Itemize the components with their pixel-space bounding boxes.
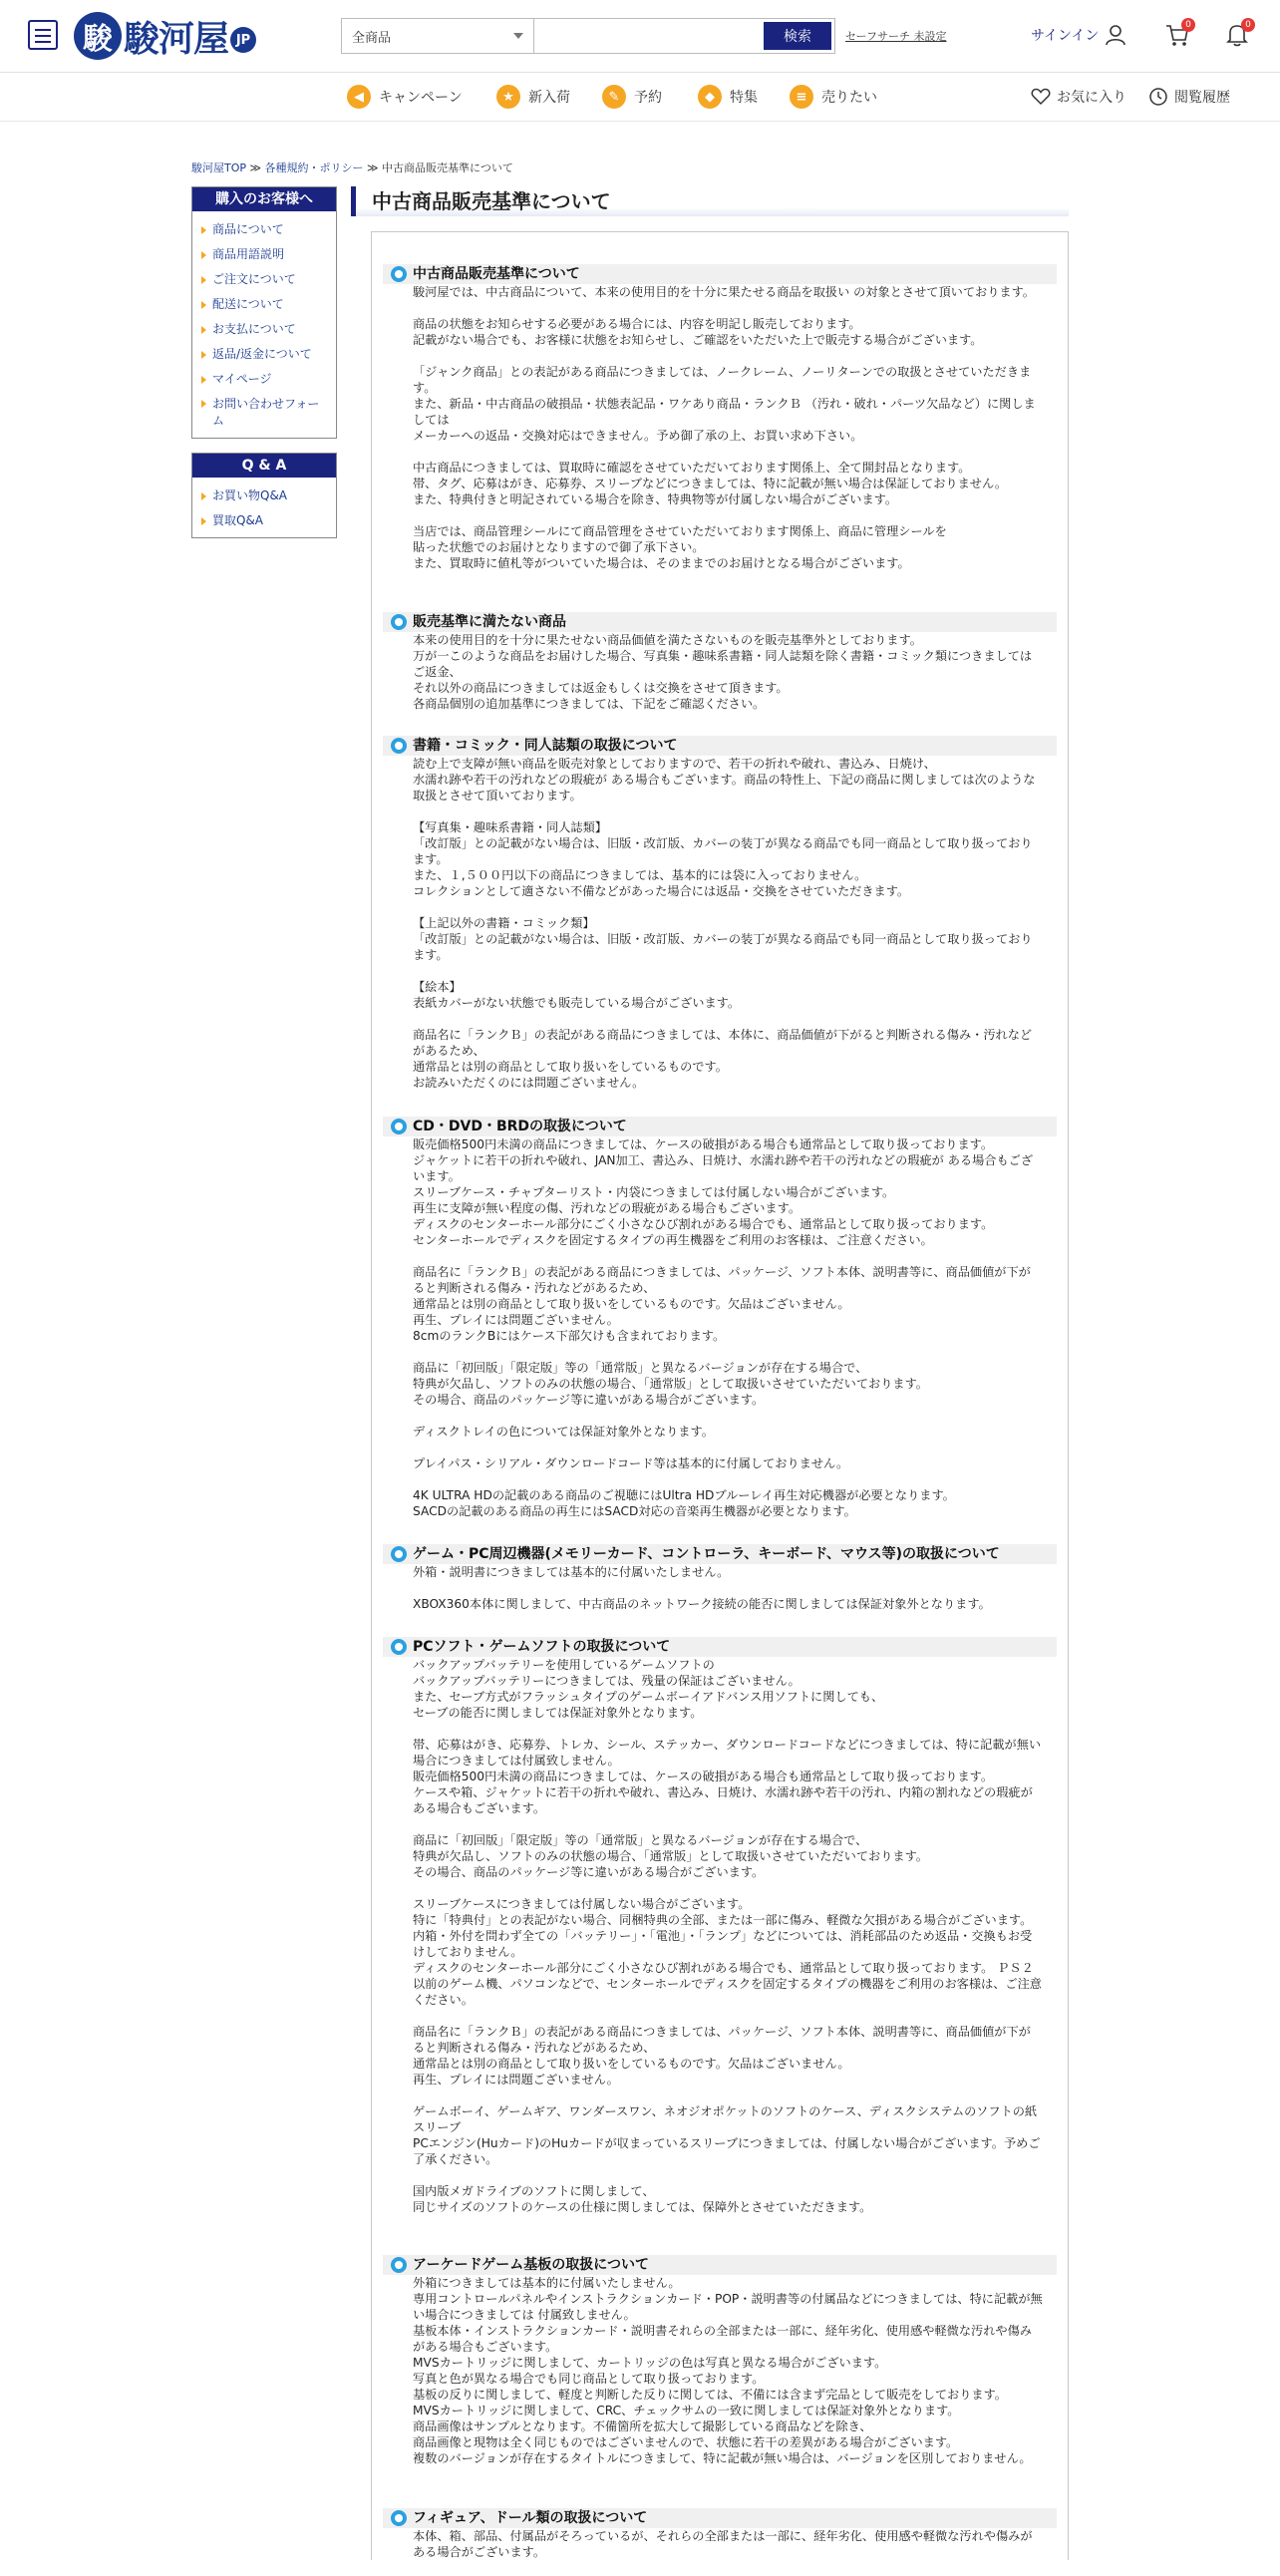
section-title: アーケードゲーム基板の取扱について: [413, 2257, 650, 2273]
bullet-icon: [391, 2257, 407, 2273]
heart-icon: [1031, 88, 1051, 106]
history-icon: [1148, 87, 1168, 107]
section-paragraph: 本来の使用目的を十分に果たせない商品価値を満たさないものを販売基準外としております。 万が一このような商品をお届けした場合、写真集・趣味系書籍・同人誌類を除く書籍・コミック類につきましてはご返金、 それ以外の商品につきましては返金もしくは交換をさせて頂きます。 各商品個別の追加基準につきましては、下記をご確認ください。: [413, 633, 1033, 711]
favorites-link[interactable]: [1031, 87, 1126, 107]
section-body: [383, 2528, 1057, 2560]
sidebar-item-products[interactable]: 商品について: [200, 217, 330, 242]
nav-feature[interactable]: [698, 85, 758, 109]
bullet-icon: [391, 1546, 407, 1562]
section-heading: [383, 2255, 1057, 2275]
safe-search-link[interactable]: セーフサーチ 未設定: [845, 30, 947, 43]
section-figures: [383, 2508, 1057, 2576]
section-heading: [383, 1637, 1057, 1657]
sidebar-item-buyback-qa[interactable]: 買取Q&A: [200, 508, 330, 533]
sidebar-qa-list: [192, 478, 336, 537]
sidebar-qa-title: Q & A: [192, 454, 336, 478]
search-button[interactable]: 検索: [764, 22, 831, 50]
campaign-icon: ◀: [347, 85, 371, 109]
nav-new-arrival[interactable]: [496, 85, 570, 109]
section-paragraph: 国内版メガドライブのソフトに関しまして、 同じサイズのソフトのケースの仕様に関しましては、保障外とさせていただきます。: [413, 2184, 872, 2214]
search-category-value: 全商品: [352, 30, 392, 46]
section-peripherals: [383, 1544, 1057, 1628]
cart-button[interactable]: [1164, 22, 1190, 48]
section-paragraph: ディスクトレイの色については保証対象外となります。: [413, 1425, 714, 1439]
section-heading: [383, 264, 1057, 284]
section-heading: [383, 612, 1057, 632]
new-arrival-icon: ★: [496, 85, 520, 109]
reservation-icon: ✎: [602, 85, 626, 109]
search-bar: [341, 18, 835, 54]
section-body: [383, 1564, 1057, 1612]
sidebar-item-returns[interactable]: 返品/返金について: [200, 342, 330, 367]
section-title: ゲーム・PC周辺機器(メモリーカード、コントローラ、キーボード、マウス等)の取扱について: [413, 1546, 1000, 1562]
history-link[interactable]: [1148, 87, 1230, 107]
section-paragraph: 駿河屋では、中古商品について、本来の使用目的を十分に果たせる商品を取扱い の対象とさせて頂いております。: [413, 285, 1035, 299]
section-paragraph: 外箱・説明書につきましては基本的に付属いたしません。: [413, 1565, 730, 1579]
section-body: [383, 756, 1057, 1091]
notification-count-badge: 0: [1241, 18, 1255, 32]
section-paragraph: 商品名に「ランクＢ」の表記がある商品につきましては、パッケージ、ソフト本体、説明書等に、商品価値が下がると判断される傷み・汚れなどがあるため、 通常品とは別の商品として取り扱いをしているものです。欠品はございません。 再生、プレイには問題ございません。 8cmのランクBにはケース下部欠けも含まれております。: [413, 1265, 1031, 1343]
section-books: [383, 736, 1057, 1107]
nav-new-arrival-label: 新入荷: [528, 90, 570, 106]
history-label: 閲覧履歴: [1174, 90, 1230, 106]
section-paragraph: 商品に「初回版」「限定版」等の「通常版」と異なるバージョンが存在する場合で、 特典が欠品し、ソフトのみの状態の場合、「通常版」として取扱いさせていただいております。 その場合、商品のパッケージ等に違いがある場合がございます。: [413, 1361, 928, 1407]
sell-icon: ≡: [790, 85, 813, 109]
section-title: 販売基準に満たない商品: [413, 614, 566, 630]
sidebar-item-order[interactable]: ご注文について: [200, 267, 330, 292]
section-title: CD・DVD・BRDの取扱について: [413, 1119, 627, 1134]
section-heading: [383, 1117, 1057, 1136]
section-paragraph: 読む上で支障が無い商品を販売対象としておりますので、若干の折れや破れ、書込み、日焼け、 水濡れ跡や若干の汚れなどの瑕疵が ある場合もございます。商品の特性上、下記の商品に関しましては次のような取扱とさせて頂いております。: [413, 757, 1036, 803]
signin-label: サインイン: [1031, 28, 1100, 44]
sidebar-qa-box: [191, 453, 337, 538]
section-heading: [383, 1544, 1057, 1564]
sidebar-guide-box: [191, 186, 337, 439]
section-title: PCソフト・ゲームソフトの取扱について: [413, 1639, 671, 1655]
section-body: [383, 2275, 1057, 2466]
section-paragraph: 外箱につきましては基本的に付属いたしません。 専用コントロールパネルやインストラクションカード・POP・説明書等の付属品などにつきましては、特に記載が無い場合につきましては 付属致しません。 基板本体・インストラクションカード・説明書それらの全部または一部に、経年劣化、使用感や軽微な汚れや傷みがある場合もございます。 MVSカートリッジに関しまして、カートリッジの色は写真と異なる場合がございます。 写真と色が異なる場合でも同じ商品として取り扱っております。 基板の反りに関しまして、軽度と判断した反りに関しては、不備には含まず完品として販売をしております。 MVSカートリッジに関しまして、CRC、チェックサムの一致に関しましては保証対象外となります。 商品画像はサンプルとなります。不備箇所を拡大して撮影している商品などを除き、 商品画像と現物は全く同じものではございませんので、状態に若干の差異がある場合がございます。 複数のバージョンが存在するタイトルにつきまして、特に記載が無い場合は、バージョンを区別しておりません。: [413, 2276, 1043, 2465]
section-paragraph: 商品名に「ランクＢ」の表記がある商品につきましては、パッケージ、ソフト本体、説明書等に、商品価値が下がると判断される傷み・汚れなどがあるため、 通常品とは別の商品として取り扱いをしているものです。欠品はございません。 再生、プレイには問題ございません。: [413, 2025, 1031, 2087]
section-body: [383, 632, 1057, 712]
sidebar-guide-list: [192, 211, 336, 438]
notification-button[interactable]: [1224, 22, 1250, 48]
cart-count-badge: 0: [1181, 18, 1195, 32]
section-paragraph: 販売価格500円未満の商品につきましては、ケースの破損がある場合も通常品として取り扱っております。 ジャケットに若干の折れや破れ、JAN加工、書込み、日焼け、水濡れ跡や若干の汚れなどの瑕疵が ある場合もございます。 スリーブケース・チャプターリスト・内袋につきましては付属しない場合がございます。 再生に支障が無い程度の傷、汚れなどの瑕疵がある場合もございます。 ディスクのセンターホール部分にごく小さなひび割れがある場合でも、通常品として取り扱っております。 センターホールでディスクを固定するタイプの再生機器をご利用のお客様は、ご注意ください。: [413, 1137, 1034, 1247]
sidebar-item-mypage[interactable]: マイページ: [200, 367, 330, 392]
sidebar: [191, 186, 337, 552]
nav-campaign[interactable]: [347, 85, 463, 109]
sidebar-item-contact[interactable]: お問い合わせフォーム: [200, 392, 330, 434]
nav-reservation[interactable]: [602, 85, 662, 109]
section-paragraph: 商品に「初回版」「限定版」等の「通常版」と異なるバージョンが存在する場合で、 特典が欠品し、ソフトのみの状態の場合、「通常版」として取扱いさせていただいております。 その場合、商品のパッケージ等に違いがある場合がございます。: [413, 1833, 928, 1879]
section-heading: [383, 2508, 1057, 2528]
main-nav: [0, 73, 1280, 122]
breadcrumb-separator: ≫: [363, 161, 383, 174]
page-title: 中古商品販売基準について: [351, 186, 1069, 216]
logo-text: 駿河屋: [124, 17, 229, 60]
section-heading: [383, 736, 1057, 756]
bullet-icon: [391, 1639, 407, 1655]
section-paragraph: ゲームボーイ、ゲームギア、ワンダースワン、ネオジオポケットのソフトのケース、ディスクシステムのソフトの紙スリーブ PCエンジン(Huカード)のHuカードが収まっているスリーブにつきましては、付属しない場合がございます。予めご了承ください。: [413, 2104, 1041, 2166]
search-input[interactable]: [534, 19, 761, 53]
section-paragraph: 帯、応募はがき、応募券、トレカ、シール、ステッカー、ダウンロードコードなどにつきましては、特に記載が無い場合につきましては付属致しません。 販売価格500円未満の商品につきましては、ケースの破損がある場合も通常品として取り扱っております。 ケースや箱、ジャケットに若干の折れや破れ、書込み、日焼け、水濡れ跡や若干の汚れ、内箱の割れなどの瑕疵がある場合もございます。: [413, 1738, 1042, 1815]
menu-icon[interactable]: [28, 20, 58, 50]
bullet-icon: [391, 266, 407, 282]
nav-sell-label: 売りたい: [821, 90, 877, 106]
person-icon: [1105, 24, 1126, 46]
bullet-icon: [391, 1119, 407, 1134]
section-title: 書籍・コミック・同人誌類の取扱について: [413, 738, 678, 754]
section-used-sales-standard: [383, 264, 1057, 587]
section-paragraph: 【絵本】 表紙カバーがない状態でも販売している場合がございます。: [413, 980, 741, 1010]
section-paragraph: 【写真集・趣味系書籍・同人誌類】 「改訂版」との記載がない場合は、旧版・改訂版、カバーの装丁が異なる商品でも同一商品として取り扱っております。 また、１,５００円以下の商品につきましては、基本的には袋に入っておりません。 コレクションとして適さない不備などがあった場合には返品・交換をさせていただきます。: [413, 820, 1033, 898]
breadcrumb-policy[interactable]: 各種規約・ポリシー: [264, 161, 364, 174]
signin-link[interactable]: [1031, 24, 1126, 46]
section-body: [383, 284, 1057, 571]
favorites-label: お気に入り: [1057, 90, 1126, 106]
section-title: 中古商品販売基準について: [413, 266, 580, 282]
sidebar-item-shipping[interactable]: 配送について: [200, 292, 330, 317]
section-paragraph: 商品名に「ランクＢ」の表記がある商品につきましては、本体に、商品価値が下がると判断される傷み・汚れなどがあるため、 通常品とは別の商品として取り扱いをしているものです。 お読みいただくのには問題ございません。: [413, 1028, 1033, 1090]
section-paragraph: 本体、箱、部品、付属品がそろっているが、それらの全部または一部に、経年劣化、使用感や軽微な汚れや傷みがある場合がございます。: [413, 2529, 1033, 2559]
feature-icon: ◆: [698, 85, 722, 109]
section-body: [383, 1136, 1057, 1519]
sidebar-item-shopping-qa[interactable]: お買い物Q&A: [200, 483, 330, 508]
section-paragraph: 中古商品につきましては、買取時に確認をさせていただいております関係上、全て開封品となります。 帯、タグ、応募はがき、応募券、スリーブなどにつきましては、特に記載が無い場合は保証しておりません。 また、特典付きと明記されている場合を除き、特典物等が付属しない場合がございます。: [413, 461, 1008, 506]
section-paragraph: 商品の状態をお知らせする必要がある場合には、内容を明記し販売しております。 記載がない場合でも、お客様に状態をお知らせし、ご確認をいただいた上で販売する場合がございます。: [413, 317, 983, 347]
breadcrumb-current: 中古商品販売基準について: [382, 161, 513, 174]
sidebar-item-terms[interactable]: 商品用語説明: [200, 242, 330, 267]
section-paragraph: プレイパス・シリアル・ダウンロードコード等は基本的に付属しておりません。: [413, 1456, 849, 1470]
site-header: [0, 0, 1280, 73]
section-paragraph: 【上記以外の書籍・コミック類】 「改訂版」との記載がない場合は、旧版・改訂版、カバーの装丁が異なる商品でも同一商品として取り扱っております。: [413, 916, 1033, 962]
section-paragraph: XBOX360本体に関しまして、中古商品のネットワーク接続の能否に関しましては保証対象外となります。: [413, 1597, 991, 1611]
section-title: フィギュア、ドール類の取扱について: [413, 2510, 648, 2526]
sidebar-guide-title: 購入のお客様へ: [192, 187, 336, 211]
breadcrumb-home[interactable]: 駿河屋TOP: [191, 161, 247, 174]
nav-reservation-label: 予約: [634, 90, 662, 106]
sidebar-item-payment[interactable]: お支払について: [200, 317, 330, 342]
breadcrumb-separator: ≫: [246, 161, 265, 174]
bullet-icon: [391, 2510, 407, 2526]
nav-sell[interactable]: [790, 85, 877, 109]
bullet-icon: [391, 738, 407, 754]
section-paragraph: バックアップバッテリーを使用しているゲームソフトの バックアップバッテリーにつきましては、残量の保証はございません。 また、セーブ方式がフラッシュタイプのゲームボーイアドバンス用ソフトに関しても、 セーブの能否に関しましては保証対象外となります。: [413, 1658, 884, 1720]
breadcrumb: [191, 160, 513, 175]
section-software: [383, 1637, 1057, 2231]
section-paragraph: 「ジャンク商品」との表記がある商品につきましては、ノークレーム、ノーリターンでの取扱とさせていただきます。 また、新品・中古商品の破損品・状態表記品・ワケあり商品・ランクＢ （汚れ・破れ・パーツ欠品など）に関しましては メーカーへの返品・交換対応はできません。予め御了承の上、お買い求め下さい。: [413, 365, 1036, 443]
section-cd-dvd: [383, 1117, 1057, 1535]
section-body: [383, 1657, 1057, 2215]
section-arcade: [383, 2255, 1057, 2482]
section-paragraph: スリーブケースにつきましては付属しない場合がございます。 特に「特典付」との表記がない場合、同梱特典の全部、または一部に傷み、軽微な欠損がある場合がございます。 内箱・外付を問わず全ての「バッテリー」・「電池」・「ランプ」などについては、消耗部品のため返品・交換もお受けしておりません。 ディスクのセンターホール部分にごく小さなひび割れがある場合でも、通常品として取り扱っております。 ＰＳ２以前のゲーム機、パソコンなどで、センターホールでディスクを固定するタイプの機器をご利用のお客様は、ご注意ください。: [413, 1897, 1042, 2007]
chevron-down-icon: [513, 33, 523, 39]
search-category-select[interactable]: [342, 19, 534, 53]
section-paragraph: 当店では、商品管理シールにて商品管理をさせていただいております関係上、商品に管理シールを 貼った状態でのお届けとなりますので御了承下さい。 また、買取時に値札等がついていた場合は、そのままでのお届けとなる場合がございます。: [413, 524, 947, 570]
logo-mark: 駿: [74, 12, 122, 60]
bullet-icon: [391, 614, 407, 630]
section-below-standard: [383, 612, 1057, 728]
nav-campaign-label: キャンペーン: [379, 90, 463, 106]
section-paragraph: 4K ULTRA HDの記載のある商品のご視聴にはUltra HDブルーレイ再生対応機器が必要となります。 SACDの記載のある商品の再生にはSACD対応の音楽再生機器が必要となります。: [413, 1488, 955, 1518]
logo-jp-badge: JP: [230, 27, 256, 53]
nav-feature-label: 特集: [730, 90, 758, 106]
site-logo[interactable]: [74, 10, 256, 62]
